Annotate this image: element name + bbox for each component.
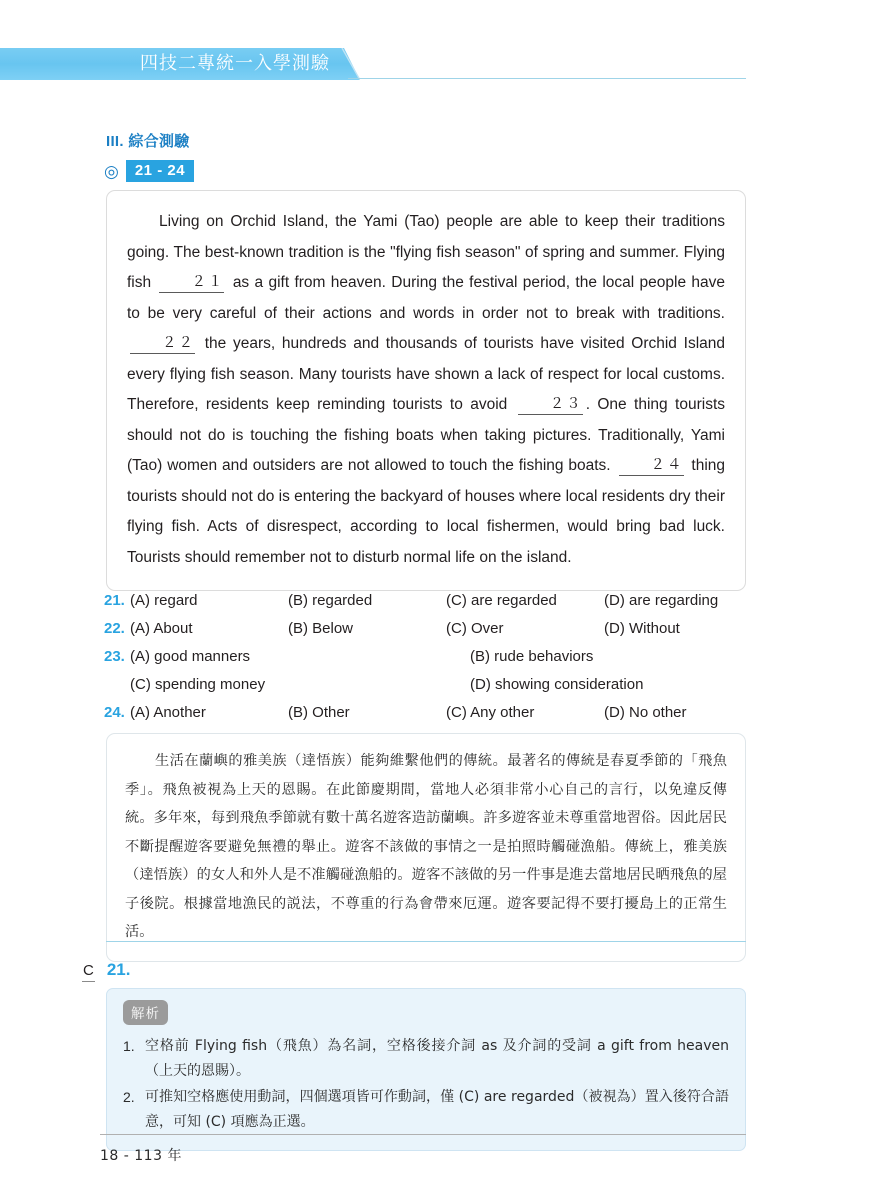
reading-passage-text: [127, 207, 725, 573]
question-number-22: 22.: [104, 620, 125, 637]
section-heading: III. 綜合測驗: [106, 133, 190, 150]
option-21-d[interactable]: (D) are regarding: [604, 592, 719, 609]
explanation-text-1: 空格前 Flying fish（飛魚）為名詞，空格後接介詞 as 及介詞的受詞 a gift from heaven（上天的恩賜）。: [145, 1038, 729, 1079]
page-header-banner: [0, 48, 876, 80]
circle-bullet-icon: ◎: [104, 161, 119, 181]
option-24-d[interactable]: (D) No other: [604, 704, 687, 721]
question-row-21: [104, 589, 754, 612]
option-22-a[interactable]: (A) About: [130, 620, 193, 637]
chinese-translation-text: 生活在蘭嶼的雅美族（達悟族）能夠維繫他們的傳統。最著名的傳統是春夏季節的「飛魚季」。飛魚被視為上天的恩賜。在此節慶期間，當地人必須非常小心自己的言行，以免違反傳統。多年來，每到飛魚季節就有數十萬名遊客造訪蘭嶼。許多遊客並未尊重當地習俗。因此居民不斷提醒遊客要避免無禮的舉止。遊客不該做的事情之一是拍照時觸碰漁船。傳統上，雅美族（達悟族）的女人和外人是不准觸碰漁船的。遊客不該做的另一件事是進去當地居民晒飛魚的屋子後院。根據當地漁民的説法，不尊重的行為會帶來厄運。遊客要記得不要打擾島上的正常生活。: [125, 753, 727, 940]
banner-title: 四技二專統一入學測驗: [140, 53, 330, 74]
question-number-23: 23.: [104, 648, 125, 665]
passage-segment-5: thing tourists should not do is entering the backyard of houses where local residents dry their flying fish. Acts of disrespect, according to local fishermen, would bring bad luck. Tourists should remember not to disturb normal life on the island.: [127, 457, 726, 566]
explanation-list: [123, 1034, 729, 1135]
explanation-box: [106, 988, 746, 1151]
option-24-b[interactable]: (B) Other: [288, 704, 350, 721]
answer-letter: C: [82, 962, 95, 982]
blank-24: ２４: [619, 455, 684, 476]
section-divider: [106, 941, 746, 942]
answer-header: [82, 960, 130, 982]
banner-diagonal-icon: [320, 48, 360, 80]
question-21-options: [130, 589, 762, 612]
blank-21: ２１: [159, 272, 224, 293]
question-row-23: [104, 645, 754, 668]
option-22-c[interactable]: (C) Over: [446, 620, 504, 637]
option-21-b[interactable]: (B) regarded: [288, 592, 373, 609]
passage-segment-3: the years, hundreds and thousands of tourists have visited Orchid Island every flying fish season. Many tourists have shown a lack of respect for local customs. Therefore, residents keep reminding tourists to avoid: [127, 335, 725, 413]
explanation-marker-1: 1.: [123, 1038, 135, 1054]
option-24-a[interactable]: (A) Another: [130, 704, 206, 721]
option-23-c[interactable]: (C) spending money: [130, 676, 266, 693]
question-number-21: 21.: [104, 592, 125, 609]
option-21-c[interactable]: (C) are regarded: [446, 592, 557, 609]
question-row-24: [104, 701, 754, 724]
passage-segment-2: as a gift from heaven. During the festival period, the local people have to be very careful of their actions and words in order not to break with traditions.: [127, 274, 726, 322]
question-number-24: 24.: [104, 704, 125, 721]
question-22-options: [130, 617, 762, 640]
passage-segment-4: . One thing tourists should not do is touching the fishing boats when taking pictures. Traditionally, Yami (Tao) women and outsiders are not allowed to touch the fishing boats.: [127, 396, 726, 474]
option-22-d[interactable]: (D) Without: [604, 620, 680, 637]
question-range-badge: 21 - 24: [126, 160, 194, 182]
option-24-c[interactable]: (C) Any other: [446, 704, 535, 721]
question-23-options-row1: [130, 645, 810, 668]
explanation-item-1: [123, 1034, 729, 1084]
explanation-marker-2: 2.: [123, 1089, 135, 1105]
option-21-a[interactable]: (A) regard: [130, 592, 198, 609]
option-22-b[interactable]: (B) Below: [288, 620, 354, 637]
question-range-row: [104, 160, 194, 182]
explanation-item-2: [123, 1085, 729, 1135]
page-footer-text: 18 - 113 年: [100, 1148, 182, 1164]
blank-23: ２３: [518, 394, 583, 415]
question-list: [104, 589, 754, 729]
option-23-a[interactable]: (A) good manners: [130, 648, 251, 665]
question-row-22: [104, 617, 754, 640]
header-rule: [348, 78, 746, 79]
footer-rule: [100, 1134, 746, 1135]
option-23-d[interactable]: (D) showing consideration: [470, 676, 644, 693]
passage-segment-1: Living on Orchid Island, the Yami (Tao) people are able to keep their traditions going. The best-known tradition is the "flying fish season" of spring and summer. Flying fish: [127, 213, 725, 291]
explanation-badge: 解析: [123, 1000, 168, 1025]
reading-passage-box: [106, 190, 746, 591]
question-23-options-row2: [104, 673, 754, 696]
question-24-options: [130, 701, 762, 724]
chinese-translation-box: [106, 733, 746, 962]
option-23-b[interactable]: (B) rude behaviors: [470, 648, 594, 665]
answer-question-number: 21.: [106, 960, 131, 979]
blank-22: ２２: [130, 333, 195, 354]
explanation-text-2: 可推知空格應使用動詞，四個選項皆可作動詞，僅 (C) are regarded（被視為）置入後符合語意，可知 (C) 項應為正選。: [145, 1089, 729, 1130]
